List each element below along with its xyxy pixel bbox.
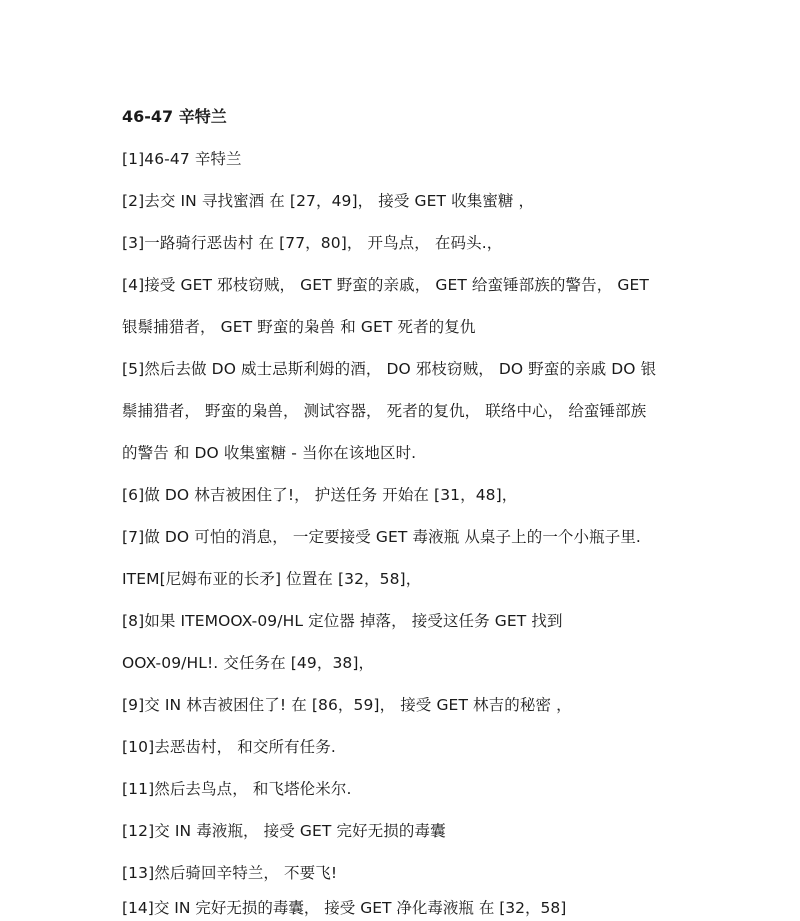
- guide-line-8: [8]如果 ITEMOOX-09/HL 定位器 掉落， 接受这任务 GET 找到: [122, 612, 563, 630]
- guide-line-8-cont: OOX-09/HL!. 交任务在 [49，38]，: [122, 654, 375, 672]
- guide-lines: [122, 146, 692, 902]
- guide-line-1: [1]46-47 辛特兰: [122, 150, 242, 168]
- guide-line-5: [5]然后去做 DO 威士忌斯利姆的酒， DO 邪枝窃贼， DO 野蛮的亲戚 DO 银: [122, 360, 657, 378]
- guide-line-12: [12]交 IN 毒液瓶， 接受 GET 完好无损的毒囊: [122, 822, 446, 840]
- cut-off-line: [122, 895, 682, 917]
- guide-line-5-cont-a: 鬃捕猎者， 野蛮的枭兽， 测试容器， 死者的复仇， 联络中心， 给蛮锤部族: [122, 402, 647, 420]
- guide-line-7-cont: ITEM[尼姆布亚的长矛] 位置在 [32，58]，: [122, 570, 422, 588]
- guide-line-11: [11]然后去鸟点， 和飞塔伦米尔.: [122, 780, 352, 798]
- guide-line-4-cont: 银鬃捕猎者， GET 野蛮的枭兽 和 GET 死者的复仇: [122, 318, 476, 336]
- guide-line-9: [9]交 IN 林吉被困住了! 在 [86，59]， 接受 GET 林吉的秘密 ，: [122, 696, 572, 714]
- page-title: 46-47 辛特兰: [122, 107, 227, 126]
- guide-line-6: [6]做 DO 林吉被困住了!， 护送任务 开始在 [31，48]，: [122, 486, 518, 504]
- guide-line-13: [13]然后骑回辛特兰， 不要飞!: [122, 864, 338, 882]
- guide-line-3: [3]一路骑行恶齿村 在 [77，80]， 开鸟点， 在码头.，: [122, 234, 503, 252]
- guide-line-10: [10]去恶齿村， 和交所有任务.: [122, 738, 336, 756]
- guide-line-5-cont-b: 的警告 和 DO 收集蜜糖 - 当你在该地区时.: [122, 444, 417, 462]
- cut-off-line-text: [14]交 IN 完好无损的毒囊， 接受 GET 净化毒液瓶 在 [32，58]: [122, 899, 567, 917]
- guide-line-4: [4]接受 GET 邪枝窃贼， GET 野蛮的亲戚， GET 给蛮锤部族的警告， GET: [122, 276, 649, 294]
- guide-line-2: [2]去交 IN 寻找蜜酒 在 [27，49]， 接受 GET 收集蜜糖 ，: [122, 192, 535, 210]
- guide-line-7: [7]做 DO 可怕的消息， 一定要接受 GET 毒液瓶 从桌子上的一个小瓶子里.: [122, 528, 641, 546]
